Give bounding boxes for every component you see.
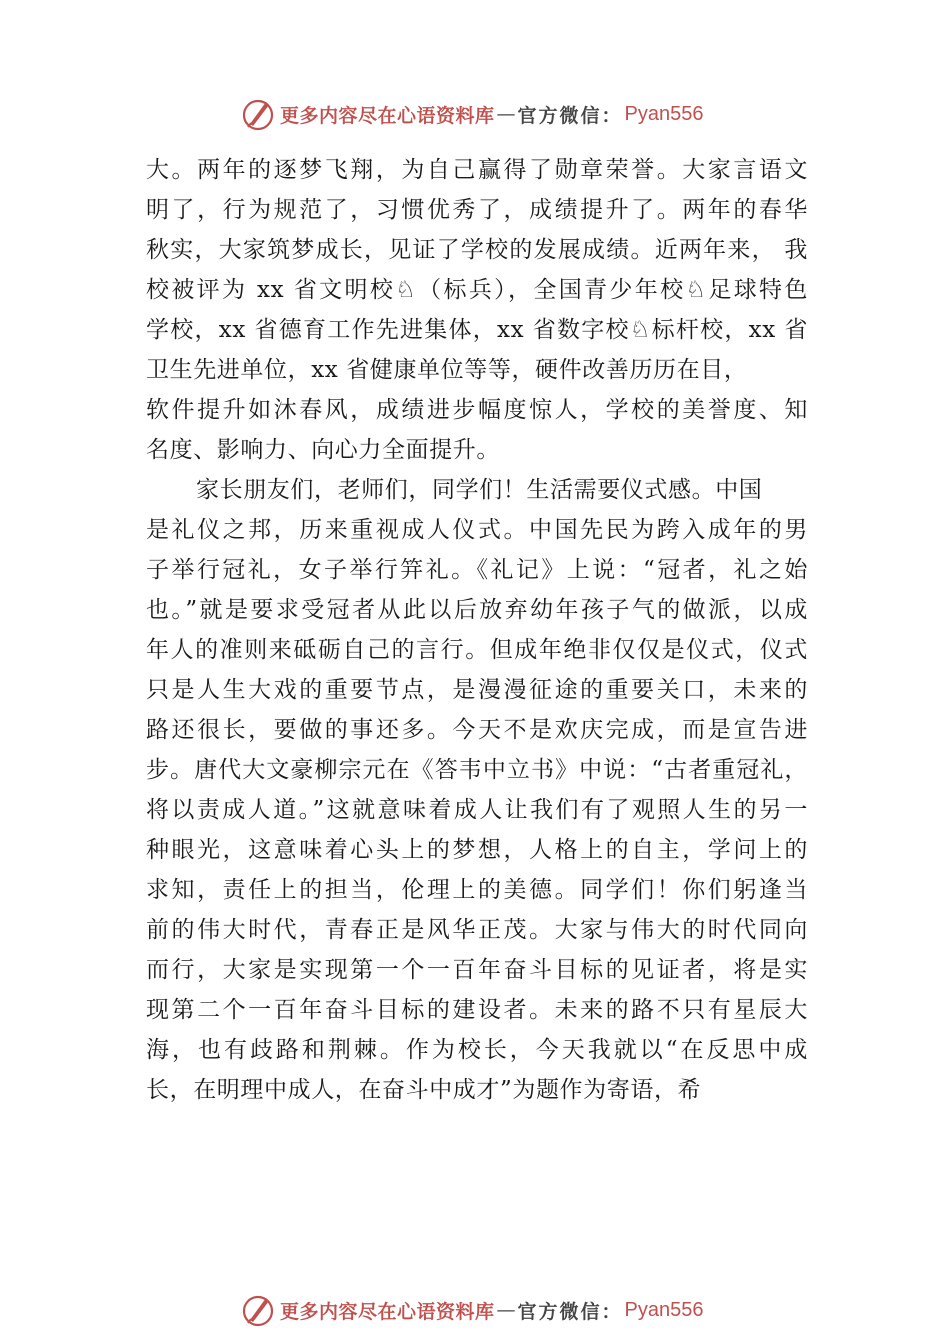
quill-pen-logo-icon: [240, 96, 276, 132]
banner-main-text: 更多内容尽在心语资料库: [280, 1300, 495, 1323]
text-line: 只是人生大戏的重要节点，是漫漫征途的重要关口，未来的: [146, 677, 808, 703]
banner-dash: —: [496, 1299, 516, 1321]
text-line: 长，在明理中成人，在奋斗中成才”为题作为寄语，希: [146, 1077, 702, 1103]
text-line: 步。唐代大文豪柳宗元在《答韦中立书》中说：“古者重冠礼，: [146, 757, 808, 783]
text-line: 大。两年的逐梦飞翔，为自己赢得了勋章荣誉。大家言语文: [146, 157, 808, 183]
text-line: 前的伟大时代，青春正是风华正茂。大家与伟大的时代同向: [146, 917, 808, 943]
text-line: 学校，xx 省德育工作先进集体，xx 省数字校♘标杆校，xx 省: [146, 317, 808, 343]
text-line: 子举行冠礼，女子举行笄礼。《礼记》上说：“冠者，礼之始: [146, 557, 808, 583]
text-line: 是礼仪之邦，历来重视成人仪式。中国先民为跨入成年的男: [146, 517, 808, 543]
text-line: 海，也有歧路和荆棘。作为校长，今天我就以“在反思中成: [146, 1037, 808, 1063]
banner-wechat-id: Pyan556: [624, 1298, 704, 1321]
text-line: 秋实，大家筑梦成长，见证了学校的发展成绩。近两年来， 我: [146, 237, 808, 263]
text-line: 路还很长，要做的事还多。今天不是欢庆完成，而是宣告进: [146, 717, 808, 743]
header-banner: [240, 94, 704, 134]
banner-main-text: 更多内容尽在心语资料库: [280, 104, 495, 127]
text-line: 软件提升如沐春风，成绩进步幅度惊人，学校的美誉度、知: [146, 397, 808, 423]
text-line: 求知，责任上的担当，伦理上的美德。同学们！你们躬逢当: [146, 877, 808, 903]
text-line: 明了，行为规范了，习惯优秀了，成绩提升了。两年的春华: [146, 197, 808, 223]
text-line: 名度、影响力、向心力全面提升。: [146, 437, 500, 463]
text-line: 卫生先进单位，xx 省健康单位等等，硬件改善历历在目，: [146, 357, 748, 383]
banner-wechat-id: Pyan556: [624, 102, 704, 125]
quill-pen-logo-icon: [240, 1292, 276, 1328]
text-line: 种眼光，这意味着心头上的梦想，人格上的自主，学问上的: [146, 837, 808, 863]
banner-wechat-label: 官方微信：: [517, 104, 623, 127]
document-body: [146, 150, 808, 1110]
text-line: 将以责成人道。”这就意味着成人让我们有了观照人生的另一: [146, 797, 808, 823]
banner-dash: —: [496, 103, 516, 125]
text-line: 也。”就是要求受冠者从此以后放弃幼年孩子气的做派，以成: [146, 597, 808, 623]
banner-wechat-label: 官方微信：: [517, 1300, 623, 1323]
footer-banner: [240, 1290, 704, 1330]
text-line: 现第二个一百年奋斗目标的建设者。未来的路不只有星辰大: [146, 997, 808, 1023]
text-line: 而行，大家是实现第一个一百年奋斗目标的见证者，将是实: [146, 957, 808, 983]
text-line: 校被评为 xx 省文明校♘（标兵），全国青少年校♘足球特色: [146, 277, 808, 303]
paragraph-first-line: 家长朋友们，老师们，同学们！生活需要仪式感。中国: [196, 477, 763, 503]
text-line: 年人的准则来砥砺自己的言行。但成年绝非仅仅是仪式，仪式: [146, 637, 808, 663]
